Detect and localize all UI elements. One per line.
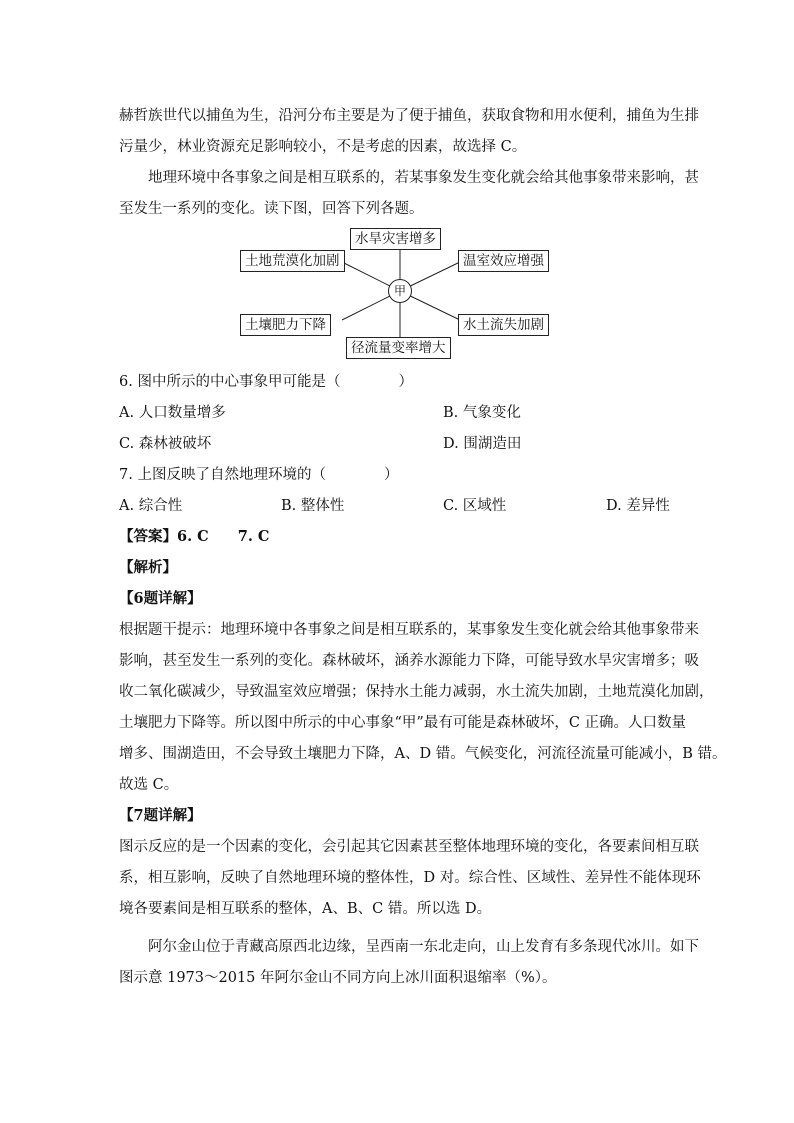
q6-detail-heading: 【6题详解】: [119, 590, 202, 607]
q6-detail-line: 故选 C。: [119, 777, 179, 793]
q7-detail-line: 境各要素间是相互联系的整体，A、B、C 错。所以选 D。: [119, 901, 492, 917]
event-box-top-left: 土地荒漠化加剧: [240, 250, 345, 272]
q6-detail-line: 增多、围湖造田，不会导致土壤肥力下降，A、D 错。气候变化，河流径流量可能减小，B 错。: [119, 746, 727, 762]
event-box-bottom-right: 水土流失加剧: [458, 314, 549, 336]
q7-option-d: D. 差异性: [606, 498, 670, 514]
center-node: 甲: [388, 279, 412, 303]
analysis-heading: 【解析】: [119, 559, 177, 576]
paragraph-line: 地理环境中各事象之间是相互联系的，若某事象发生变化就会给其他事象带来影响，甚: [148, 170, 699, 186]
q7-detail-line: 图示反应的是一个因素的变化，会引起其它因素甚至整体地理环境的变化，各要素间相互联: [119, 839, 699, 855]
event-box-top: 水旱灾害增多: [350, 228, 441, 250]
event-box-top-right: 温室效应增强: [458, 250, 549, 272]
q6-option-a: A. 人口数量增多: [119, 405, 226, 421]
q7-detail-heading: 【7题详解】: [119, 807, 202, 824]
q6-detail-line: 根据题干提示：地理环境中各事象之间是相互联系的，某事象发生变化就会给其他事象带来: [119, 622, 699, 638]
question-7-stem: 7. 上图反映了自然地理环境的（ ）: [119, 467, 399, 483]
relationship-diagram: [238, 224, 558, 364]
next-passage-line: 图示意 1973～2015 年阿尔金山不同方向上冰川面积退缩率（%）。: [119, 970, 557, 986]
q7-detail-line: 系，相互影响，反映了自然地理环境的整体性，D 对。综合性、区域性、差异性不能体现环: [119, 870, 701, 886]
event-box-bottom-left: 土壤肥力下降: [240, 314, 331, 336]
paragraph-line: 赫哲族世代以捕鱼为生，沿河分布主要是为了便于捕鱼，获取食物和用水便利，捕鱼为生排: [119, 108, 699, 124]
q6-detail-line: 收二氧化碳减少，导致温室效应增强；保持水土能力减弱，水土流失加剧，土地荒漠化加剧，: [119, 684, 714, 700]
q6-option-d: D. 围湖造田: [443, 436, 522, 452]
next-passage-line: 阿尔金山位于青藏高原西北边缘，呈西南一东北走向，山上发育有多条现代冰川。如下: [148, 939, 699, 955]
event-box-bottom: 径流量变率增大: [346, 337, 451, 359]
q6-detail-line: 土壤肥力下降等。所以图中所示的中心事象“甲”最有可能是森林破坏，C 正确。人口数量: [119, 715, 687, 731]
q6-detail-line: 影响，甚至发生一系列的变化。森林破坏，涵养水源能力下降，可能导致水旱灾害增多；吸: [119, 653, 699, 669]
answer-line: 【答案】6. C 7. C: [119, 528, 270, 545]
q7-option-a: A. 综合性: [119, 498, 183, 514]
paragraph-line: 污量少，林业资源充足影响较小，不是考虑的因素，故选择 C。: [119, 139, 527, 155]
question-6-stem: 6. 图中所示的中心事象甲可能是（ ）: [119, 374, 413, 390]
q7-option-b: B. 整体性: [281, 498, 345, 514]
q6-option-c: C. 森林被破坏: [119, 436, 212, 452]
q6-option-b: B. 气象变化: [443, 405, 521, 421]
paragraph-line: 至发生一系列的变化。读下图，回答下列各题。: [119, 201, 424, 217]
q7-option-c: C. 区域性: [443, 498, 507, 514]
